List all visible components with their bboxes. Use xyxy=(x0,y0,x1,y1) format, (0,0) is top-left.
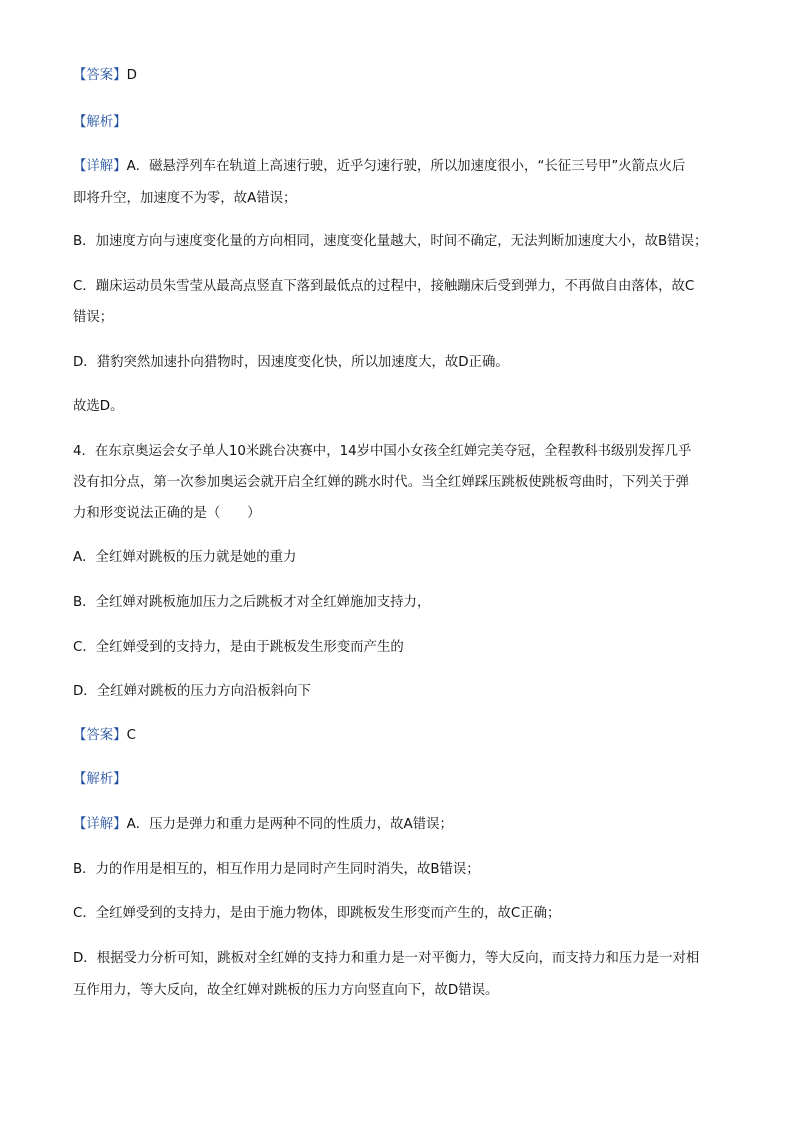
question-line: 没有扣分点，第一次参加奥运会就开启全红婵的跳水时代。当全红婵踩压跳板使跳板弯曲时，下列关于弹 xyxy=(73,475,689,490)
detail-line: B．力的作用是相互的，相互作用力是同时产生同时消失，故B错误； xyxy=(73,862,480,877)
answer-line xyxy=(73,727,728,744)
option-b: B．全红婵对跳板施加压力之后跳板才对全红婵施加支持力， xyxy=(73,595,431,610)
answer-value: C xyxy=(126,728,136,743)
answer-label: 【答案】 xyxy=(73,728,127,743)
conclusion-line: 故选D。 xyxy=(73,399,124,414)
analysis-label: 【解析】 xyxy=(73,115,127,130)
detail-line xyxy=(73,158,728,175)
option-c: C．全红婵受到的支持力，是由于跳板发生形变而产生的 xyxy=(73,640,404,655)
question-line: 4．在东京奥运会女子单人10米跳台决赛中，14岁中国小女孩全红婵完美夺冠，全程教科书级别发挥几乎 xyxy=(73,444,692,459)
detail-label: 【详解】 xyxy=(73,159,127,174)
detail-text: A．压力是弹力和重力是两种不同的性质力，故A错误； xyxy=(126,817,453,832)
question-line: 力和形变说法正确的是（ ） xyxy=(73,506,261,521)
analysis-heading xyxy=(73,114,728,131)
detail-line xyxy=(73,816,728,833)
detail-label: 【详解】 xyxy=(73,817,127,832)
answer-label: 【答案】 xyxy=(73,68,127,83)
detail-line: 错误； xyxy=(73,310,114,325)
analysis-label: 【解析】 xyxy=(73,772,127,787)
detail-line: 即将升空，加速度不为零，故A错误； xyxy=(73,191,297,206)
detail-line: D．猎豹突然加速扑向猎物时，因速度变化快，所以加速度大，故D正确。 xyxy=(73,355,509,370)
detail-line: B．加速度方向与速度变化量的方向相同，速度变化量越大，时间不确定，无法判断加速度大小，故B错误； xyxy=(73,234,708,249)
answer-value: D xyxy=(126,68,137,83)
detail-line: 互作用力，等大反向，故全红婵对跳板的压力方向竖直向下，故D错误。 xyxy=(73,983,499,998)
option-d: D．全红婵对跳板的压力方向沿板斜向下 xyxy=(73,684,311,699)
detail-text: A．磁悬浮列车在轨道上高速行驶，近乎匀速行驶，所以加速度很小，“长征三号甲”火箭点火后 xyxy=(126,159,686,174)
detail-line: C．全红婵受到的支持力，是由于施力物体，即跳板发生形变而产生的，故C正确； xyxy=(73,906,561,921)
answer-line xyxy=(73,67,728,84)
detail-line: D．根据受力分析可知，跳板对全红婵的支持力和重力是一对平衡力，等大反向，而支持力和压力是一对相 xyxy=(73,951,700,966)
detail-line: C．蹦床运动员朱雪莹从最高点竖直下落到最低点的过程中，接触蹦床后受到弹力，不再做自由落体，故C xyxy=(73,279,695,294)
option-a: A．全红婵对跳板的压力就是她的重力 xyxy=(73,550,297,565)
analysis-heading xyxy=(73,771,728,788)
